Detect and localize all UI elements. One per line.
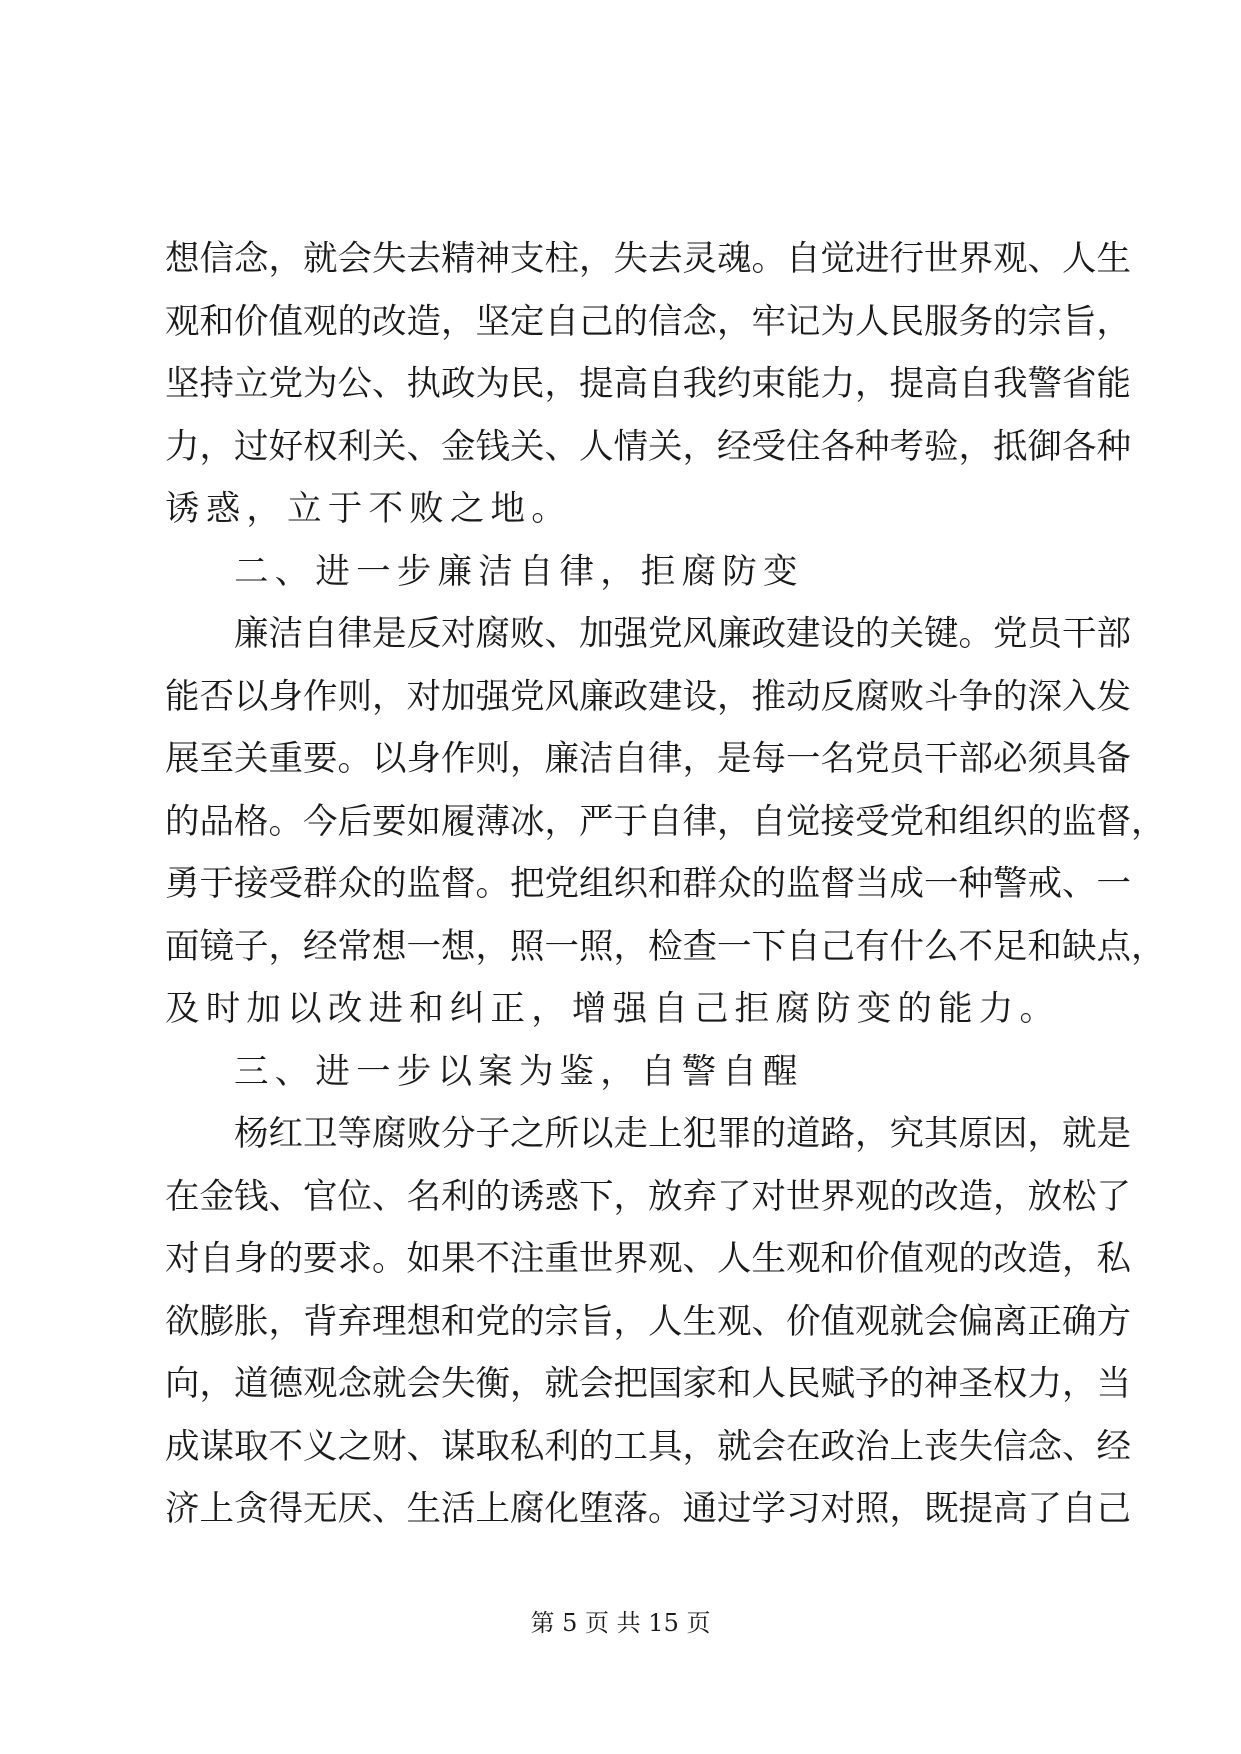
text-line: 欲 膨 胀 ， 背 弃 理 想 和 党 的 宗 旨 ， 人 生 观 、 价 值 观 就 会 偏 离 正 确 方 <box>165 1301 1131 1342</box>
text-line: 想 信 念 ， 就 会 失 去 精 神 支 柱 ， 失 去 灵 魂 。 自 觉 进 行 世 界 观 、 人 生 <box>165 239 1131 279</box>
text-line: 三 、 进 一 步 以 案 为 鉴 ， 自 警 自 醒 <box>234 1051 798 1092</box>
text-line: 诱 惑 ， 立 于 不 败 之 地 。 <box>165 489 566 529</box>
text-line: 向 ， 道 德 观 念 就 会 失 衡 ， 就 会 把 国 家 和 人 民 赋 予 的 神 圣 权 力 ， 当 <box>165 1364 1131 1404</box>
text-line: 面 镜 子 ， 经 常 想 一 想 ， 照 一 照 ， 检 查 一 下 自 己 有 什 么 不 足 和 缺 点 ， <box>165 926 1166 967</box>
text-line: 勇 于 接 受 群 众 的 监 督 。 把 党 组 织 和 群 众 的 监 督 当 成 一 种 警 戒 、 一 <box>165 864 1131 904</box>
text-line: 成 谋 取 不 义 之 财 、 谋 取 私 利 的 工 具 ， 就 会 在 政 治 上 丧 失 信 念 、 经 <box>165 1426 1131 1467</box>
text-line: 在 金 钱 、 官 位 、 名 利 的 诱 惑 下 ， 放 弃 了 对 世 界 观 的 改 造 ， 放 松 了 <box>165 1176 1131 1217</box>
text-line: 展 至 关 重 要 。 以 身 作 则 ， 廉 洁 自 律 ， 是 每 一 名 党 员 干 部 必 须 具 备 <box>165 739 1131 779</box>
document-body <box>165 228 1166 1541</box>
text-line: 杨 红 卫 等 腐 败 分 子 之 所 以 走 上 犯 罪 的 道 路 ， 究 其 原 因 ， 就 是 <box>234 1114 1131 1154</box>
text-line: 观 和 价 值 观 的 改 造 ， 坚 定 自 己 的 信 念 ， 牢 记 为 人 民 服 务 的 宗 旨 ， <box>165 301 1131 342</box>
page-footer: 第 5 页 共 15 页 <box>530 1609 711 1637</box>
text-line: 力 ， 过 好 权 利 关 、 金 钱 关 、 人 情 关 ， 经 受 住 各 种 考 验 ， 抵 御 各 种 <box>165 426 1131 467</box>
text-line: 的 品 格 。 今 后 要 如 履 薄 冰 ， 严 于 自 律 ， 自 觉 接 受 党 和 组 织 的 监 督 ， <box>165 801 1166 842</box>
text-line: 济 上 贪 得 无 厌 、 生 活 上 腐 化 堕 落 。 通 过 学 习 对 照 ， 既 提 高 了 自 己 <box>165 1489 1131 1529</box>
text-line: 二 、 进 一 步 廉 洁 自 律 ， 拒 腐 防 变 <box>234 551 798 592</box>
text-line: 对 自 身 的 要 求 。 如 果 不 注 重 世 界 观 、 人 生 观 和 价 值 观 的 改 造 ， 私 <box>165 1239 1131 1279</box>
text-line: 廉 洁 自 律 是 反 对 腐 败 、 加 强 党 风 廉 政 建 设 的 关 键 。 党 员 干 部 <box>234 614 1131 654</box>
text-line: 坚 持 立 党 为 公 、 执 政 为 民 ， 提 高 自 我 约 束 能 力 ， 提 高 自 我 警 省 能 <box>165 364 1131 404</box>
text-line: 及 时 加 以 改 进 和 纠 正 ， 增 强 自 己 拒 腐 防 变 的 能 力 。 <box>165 989 1054 1029</box>
text-line: 能 否 以 身 作 则 ， 对 加 强 党 风 廉 政 建 设 ， 推 动 反 腐 败 斗 争 的 深 入 发 <box>165 676 1131 717</box>
